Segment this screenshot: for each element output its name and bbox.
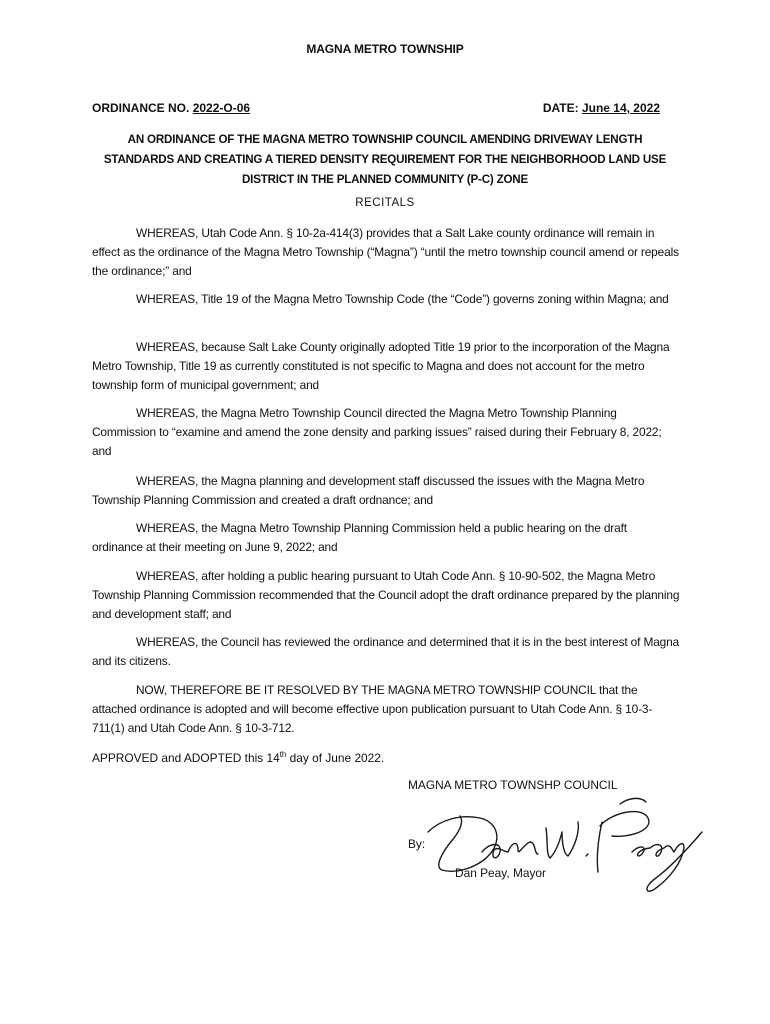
recital-paragraph: WHEREAS, the Magna Metro Township Planning Commission held a public hearing on the draft ordinance at their meeting on June 9, 2022; and xyxy=(92,521,627,555)
council-name: MAGNA METRO TOWNSHP COUNCIL xyxy=(408,778,618,792)
approved-suffix-sup: th xyxy=(279,750,287,759)
recital-paragraph: WHEREAS, the Council has reviewed the ordinance and determined that it is in the best interest of Magna and its citizens. xyxy=(92,635,680,669)
document-header: MAGNA METRO TOWNSHIP xyxy=(306,42,464,56)
recital-paragraph: WHEREAS, Utah Code Ann. § 10-2a-414(3) provides that a Salt Lake county ordinance will remain in effect as the ordinance of the Magna Metro Township (“Magna”) “until the metro township council amend or repeals the ordinance;” and xyxy=(92,226,679,279)
ordinance-number: 2022-O-06 xyxy=(192,101,251,115)
date-value: June 14, 2022 xyxy=(581,101,660,115)
ordinance-date xyxy=(543,101,660,115)
by-label: By: xyxy=(408,837,426,851)
recital-paragraph: WHEREAS, the Magna planning and development staff discussed the issues with the Magna Metro Township Planning Commission and created a draft ordnance; and xyxy=(92,474,645,508)
ordinance-title: AN ORDINANCE OF THE MAGNA METRO TOWNSHIP COUNCIL AMENDING DRIVEWAY LENGTH STANDARDS AND CREATING A TIERED DENSITY REQUIREMENT FOR THE NEIGHBORHOOD LAND USE DISTRICT IN THE PLANNED COMMUNITY (P-C) ZONE xyxy=(103,133,667,186)
recitals-heading: RECITALS xyxy=(355,197,415,209)
approved-prefix: APPROVED and ADOPTED this 14 xyxy=(92,751,280,765)
recital-paragraph: WHEREAS, after holding a public hearing pursuant to Utah Code Ann. § 10-90-502, the Magna Metro Township Planning Commission recommended that the Council adopt the draft ordinance prepared by the planning and development staff; and xyxy=(92,569,680,622)
resolution-paragraph: NOW, THEREFORE BE IT RESOLVED BY THE MAGNA METRO TOWNSHIP COUNCIL that the attached ordinance is adopted and will become effective upon publication pursuant to Utah Code Ann. § 10-3-711(1) and Utah Code Ann. § 10-3-712. xyxy=(92,683,653,736)
ordinance-line xyxy=(92,101,660,115)
recital-paragraph: WHEREAS, because Salt Lake County originally adopted Title 19 prior to the incorporation of the Magna Metro Township, Title 19 as currently constituted is not specific to Magna and does not account for the metro township form of municipal government; and xyxy=(92,340,670,393)
ordinance-number-label: ORDINANCE NO. xyxy=(92,101,190,115)
approved-suffix: day of June 2022. xyxy=(286,751,385,765)
handwritten-signature xyxy=(420,792,710,897)
date-label: DATE: xyxy=(542,101,579,115)
recital-paragraph: WHEREAS, Title 19 of the Magna Metro Township Code (the “Code”) governs zoning within Magna; and xyxy=(136,292,669,306)
recital-paragraph: WHEREAS, the Magna Metro Township Council directed the Magna Metro Township Planning Commission to “examine and amend the zone density and parking issues” raised during their February 8, 2022; and xyxy=(92,406,662,459)
approved-line xyxy=(92,750,384,765)
signer-name: Dan Peay, Mayor xyxy=(455,866,546,880)
